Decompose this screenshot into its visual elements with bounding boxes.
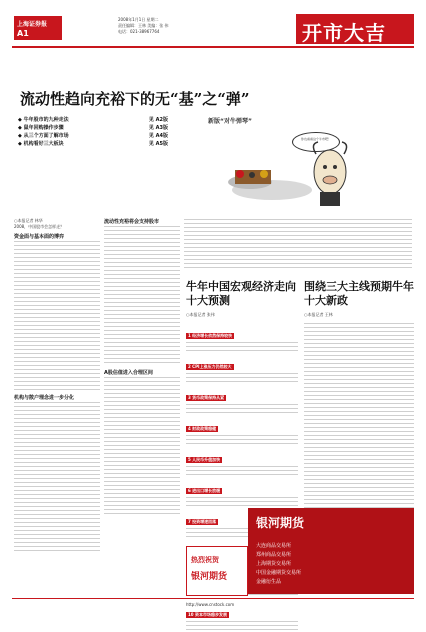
toc-list <box>18 116 168 148</box>
right-upper-text <box>184 218 412 270</box>
left-story <box>14 218 100 548</box>
middle-body-2 <box>104 376 180 516</box>
toc-item-page: 见 A2版 <box>148 117 168 123</box>
forecast-item-head: 2 CPI上涨压力仍然较大 <box>188 364 232 369</box>
forecast-item-head: 1 经济增长依然保持较快 <box>188 333 233 338</box>
middle-subhead: A股估值进入合理区间 <box>104 370 153 376</box>
ad-line: 中国金融期货交易所 <box>256 570 302 576</box>
ad-line: 大连商品交易所 <box>256 543 292 549</box>
subhead-label: 新版“对牛弹琴” <box>208 118 252 125</box>
ad-line: 金融衍生品 <box>256 579 282 585</box>
masthead-rule <box>12 46 414 48</box>
left-body-1 <box>14 240 100 390</box>
forecast-item-head: 6 进出口增长放缓 <box>188 488 221 493</box>
date-line: 2008年1月1日 星期二 <box>118 17 159 22</box>
forecast-title-right: 围绕三大主线预期牛年十大新政 <box>304 280 414 307</box>
forecast-item-head: 3 货币政策保持从紧 <box>188 395 225 400</box>
toc-item-text: ◆ 机构看好三大板块 <box>18 141 64 147</box>
speech-text: 你也看看这个牛市吧！ <box>300 137 331 141</box>
toc-item-text: ◆ 鼠年回购操作步骤 <box>18 125 64 131</box>
toc-item-text: ◆ 牛年股市的九种走法 <box>18 117 69 123</box>
edition-line: 责任编辑：王林 美编：张 伟 <box>118 23 169 28</box>
ad-line: 上海期货交易所 <box>256 561 292 567</box>
phone-line: 电话：021-38967764 <box>118 29 160 34</box>
ad-line: 郑州商品交易所 <box>256 552 292 558</box>
forecast-item-head: 4 财政政策稳健 <box>188 426 217 431</box>
forecast-byline-right: ○本报记者 王林 <box>304 312 333 317</box>
middle-story <box>104 218 180 518</box>
banner-block <box>296 14 414 44</box>
toc-item[interactable] <box>18 116 168 124</box>
forecast-item-head: 10 资本市场稳步发展 <box>188 612 227 617</box>
toc-item-page: 见 A4版 <box>148 133 168 139</box>
forecast-item-head: 5 人民币升值加快 <box>188 457 221 462</box>
toc-item[interactable] <box>18 132 168 140</box>
forecast-item-body <box>186 620 298 632</box>
ad-left <box>186 546 248 596</box>
forecast-item-body <box>186 403 298 415</box>
main-headline: 流动性趋向充裕下的无“基”之“弹” <box>20 90 250 108</box>
ad-left-title: 银河期货 <box>191 572 228 582</box>
forecast-item-body <box>186 434 298 446</box>
forecast-byline-left: ○本报记者 张伟 <box>186 312 215 317</box>
forecast-item-body <box>186 341 298 353</box>
ad-right-logo: 银河期货 <box>256 516 305 530</box>
cartoon-area <box>180 112 360 212</box>
toc-item-page: 见 A5版 <box>148 141 168 147</box>
masthead-info <box>118 17 228 35</box>
left-byline: ○本报记者 林华 <box>14 218 43 223</box>
paper-name: 上海证券报 <box>17 21 48 28</box>
forecast-item-body <box>186 496 298 508</box>
toc-item[interactable] <box>18 124 168 132</box>
footer-rule <box>12 598 414 599</box>
left-body-2 <box>14 401 100 551</box>
forecast-item-head: 7 投资增速回落 <box>188 519 217 524</box>
cartoon-bull-icon <box>180 112 360 212</box>
left-section-head-2: 机构与散户理念进一步分化 <box>14 395 75 401</box>
ad-right <box>248 508 414 594</box>
middle-head: 流动性充裕将会支持股市 <box>104 219 160 225</box>
forecast-item-body <box>186 372 298 384</box>
toc-item-text: ◆ 从三个方面了解市场 <box>18 133 69 139</box>
left-lead: 2008，中国股市会怎样走？ <box>14 224 65 229</box>
toc-item[interactable] <box>18 140 168 148</box>
masthead-logo <box>14 16 62 40</box>
footer-url[interactable]: http://www.cnstock.com <box>186 602 235 607</box>
left-section-head-1: 资金面与基本面的博弈 <box>14 234 65 240</box>
forecast-item-body <box>186 465 298 477</box>
forecast-title-left: 牛年中国宏观经济走向十大预测 <box>186 280 296 307</box>
banner-text: 开市大吉 <box>302 21 386 45</box>
middle-body-1 <box>104 225 180 365</box>
toc-box <box>18 116 168 148</box>
section-code: A1 <box>17 29 29 38</box>
ad-left-sub: 热烈祝贺 <box>191 556 219 564</box>
ad-lines <box>256 542 406 587</box>
toc-item-page: 见 A3版 <box>148 125 168 131</box>
